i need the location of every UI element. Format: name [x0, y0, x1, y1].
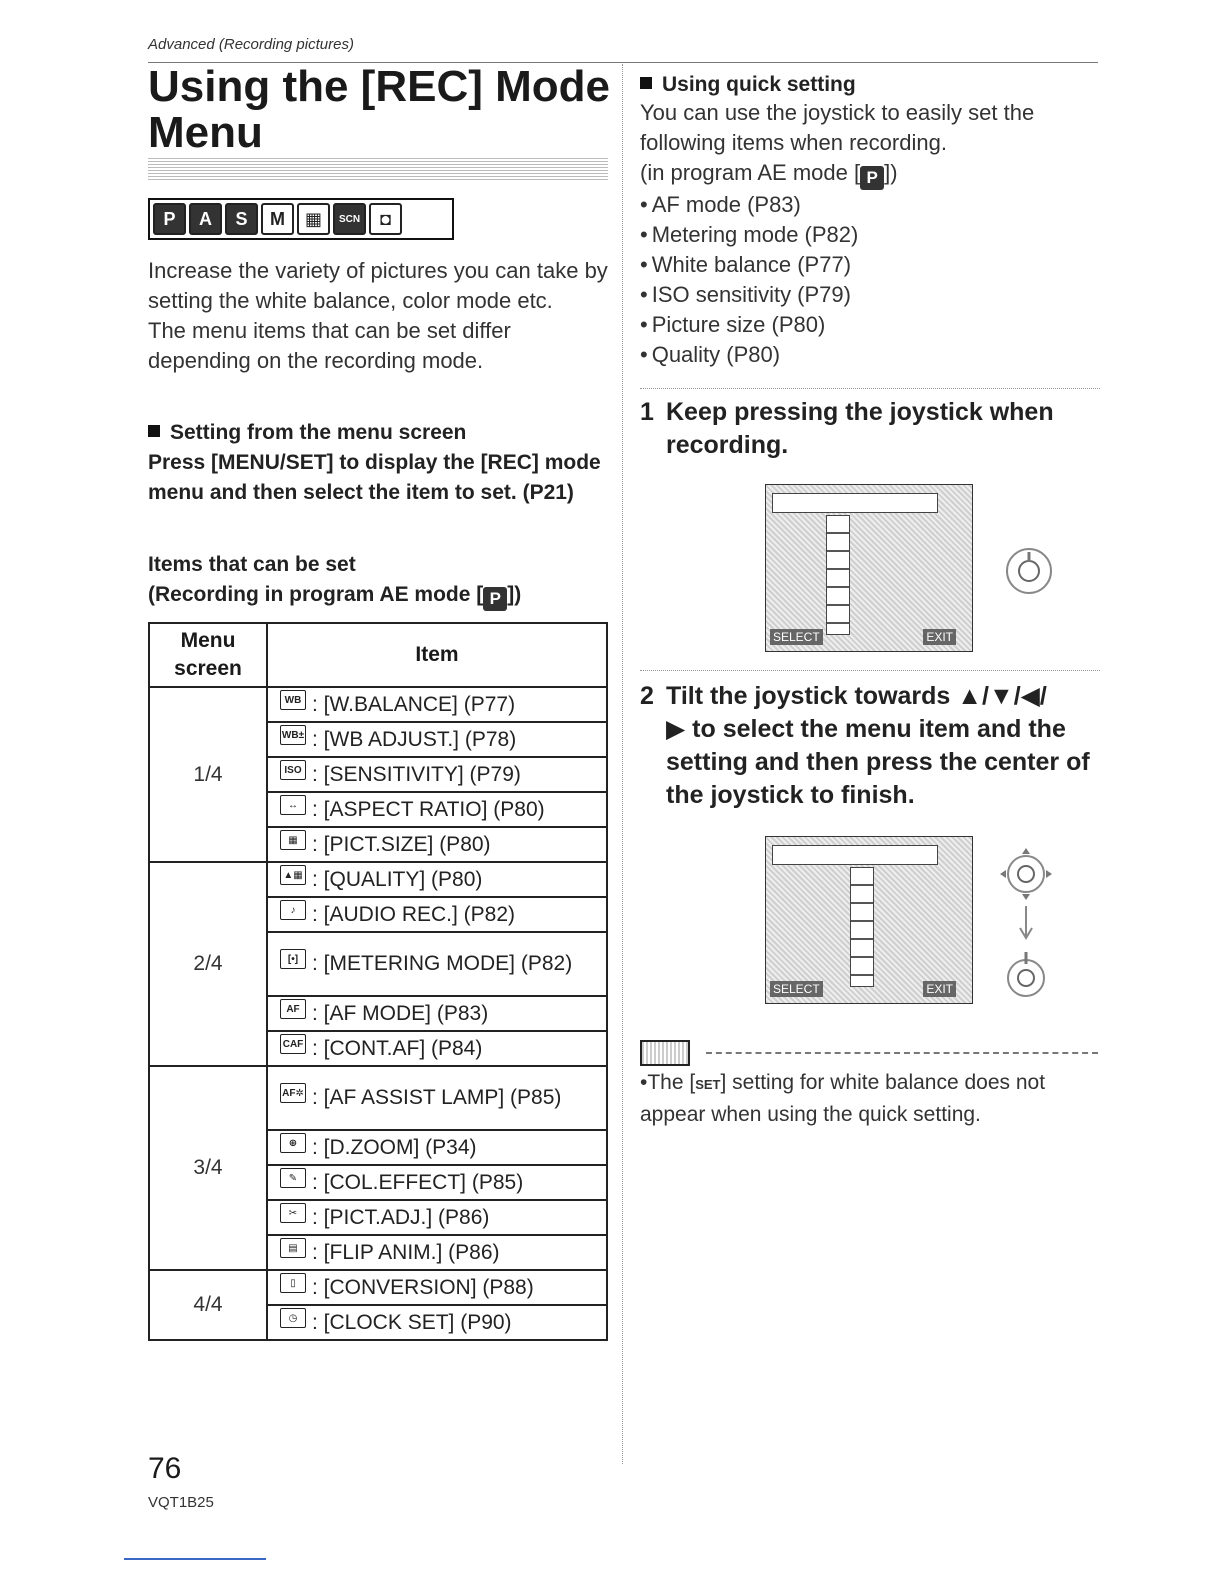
bullet-square-icon	[148, 425, 160, 437]
manual-exposure-mode-icon: M	[261, 203, 294, 235]
items-heading-line2-post: ])	[507, 583, 522, 606]
list-item: • AF mode (P83)	[640, 190, 1100, 220]
note-text-pre: The [	[647, 1071, 696, 1094]
menu-item-label: : [AUDIO REC.] (P82)	[312, 902, 516, 926]
menu-item-label: : [QUALITY] (P80)	[312, 867, 483, 891]
menu-item	[280, 1034, 606, 1064]
table-row	[149, 1066, 607, 1130]
camera-screen-image-1	[765, 484, 973, 652]
motion-picture-mode-icon: ▦	[297, 203, 330, 235]
table-row	[149, 862, 607, 897]
step-2	[640, 680, 1100, 812]
program-ae-icon: P	[483, 587, 507, 611]
bullet-square-icon	[640, 77, 652, 89]
aperture-priority-mode-icon: A	[189, 203, 222, 235]
menu-item	[280, 999, 606, 1029]
step-1-number: 1	[640, 398, 654, 426]
menu-item	[280, 1083, 606, 1113]
screen-top-menu-bar	[772, 845, 938, 865]
quick-setting-mode-note-pre: (in program AE mode [	[640, 160, 861, 185]
menu-item-icon: AF	[280, 999, 306, 1019]
menu-item	[280, 865, 606, 895]
menu-item	[280, 1203, 606, 1233]
menu-item-cell	[267, 1130, 607, 1165]
quick-setting-list	[640, 190, 1100, 370]
menu-item-label: : [AF ASSIST LAMP] (P85)	[312, 1086, 562, 1109]
column-divider	[622, 64, 623, 1464]
note-text-post: ] setting for white balance does not appear when using the quick setting.	[640, 1071, 1046, 1126]
menu-item	[280, 725, 606, 755]
menu-item-cell	[267, 792, 607, 827]
joystick-press-icon	[1006, 548, 1052, 594]
step-2-line1: Tilt the joystick towards ▲/▼/◀/	[666, 682, 1047, 710]
menu-item	[280, 1308, 606, 1338]
menu-item-cell	[267, 827, 607, 862]
menu-item-cell	[267, 1165, 607, 1200]
menu-item-icon: AF✲	[280, 1083, 306, 1103]
available-modes-strip	[148, 198, 454, 240]
section-divider	[640, 388, 1100, 389]
joystick-tilt-and-press-icon	[996, 846, 1056, 1006]
note-bullet: •	[640, 1071, 648, 1094]
menu-item-icon: ↔	[280, 795, 306, 815]
menu-item-cell	[267, 1305, 607, 1340]
menu-item-label: : [ASPECT RATIO] (P80)	[312, 797, 545, 821]
intro-paragraph-2: The menu items that can be set differ depending on the recording mode.	[148, 318, 511, 373]
screen-select-label: SELECT	[770, 981, 823, 997]
list-item: • Metering mode (P82)	[640, 220, 1100, 250]
items-heading-line2-pre: (Recording in program AE mode [	[148, 583, 484, 606]
bottom-accent-line	[124, 1558, 266, 1560]
menu-item-cell	[267, 932, 607, 996]
table-row	[149, 687, 607, 722]
note-icon	[640, 1040, 690, 1066]
screen-select-label: SELECT	[770, 629, 823, 645]
model-code: VQT1B25	[148, 1494, 214, 1511]
camera-screen-image-2	[765, 836, 973, 1004]
menu-item	[280, 1133, 606, 1163]
menu-item	[280, 795, 606, 825]
list-item: • ISO sensitivity (P79)	[640, 280, 1100, 310]
step-1-line1: Keep pressing the joystick when	[666, 398, 1054, 426]
menu-item-icon: WB±	[280, 725, 306, 745]
menu-item-label: : [COL.EFFECT] (P85)	[312, 1170, 524, 1194]
menu-item-label: : [PICT.SIZE] (P80)	[312, 832, 491, 856]
menu-screen-heading-text: Setting from the menu screen	[170, 421, 467, 444]
menu-screen-heading	[148, 418, 608, 448]
screen-exit-label: EXIT	[923, 629, 956, 645]
menu-item	[280, 900, 606, 930]
menu-item-icon: ISO	[280, 760, 306, 780]
scene-mode-icon: SCN	[333, 203, 366, 235]
menu-item-cell	[267, 722, 607, 757]
list-item: • Quality (P80)	[640, 340, 1100, 370]
menu-item	[280, 1273, 606, 1303]
page-title-line2: Menu	[148, 108, 263, 157]
menu-item-icon: ▤	[280, 1238, 306, 1258]
title-underline	[148, 158, 608, 180]
menu-item	[280, 949, 606, 979]
step-1	[640, 396, 1100, 462]
menu-item-icon: CAF	[280, 1034, 306, 1054]
menu-screen-page: 1/4	[149, 687, 267, 862]
menu-item-label: : [CONT.AF] (P84)	[312, 1036, 483, 1060]
page-title-line1: Using the [REC] Mode	[148, 62, 610, 111]
items-heading-line1: Items that can be set	[148, 553, 356, 576]
intro-paragraph-1: Increase the variety of pictures you can take by setting the white balance, color mode etc.	[148, 258, 608, 313]
menu-item-label: : [FLIP ANIM.] (P86)	[312, 1240, 500, 1264]
menu-item-cell	[267, 687, 607, 722]
quick-setting-heading	[640, 70, 1100, 100]
menu-item-icon: ◷	[280, 1308, 306, 1328]
menu-item-label: : [W.BALANCE] (P77)	[312, 692, 516, 716]
program-ae-icon: P	[860, 166, 884, 190]
menu-item-icon: [•]	[280, 949, 306, 969]
step-2-number: 2	[640, 682, 654, 710]
quick-setting-heading-text: Using quick setting	[662, 73, 856, 96]
table-row	[149, 1270, 607, 1305]
program-ae-mode-icon: P	[153, 203, 186, 235]
menu-item-cell	[267, 1066, 607, 1130]
items-heading	[148, 550, 608, 611]
step-1-line2: recording.	[666, 431, 789, 459]
menu-screen-page: 2/4	[149, 862, 267, 1066]
step-2-line2: ▶ to select the menu item and the setting and then press the center of the joystick to finish.	[666, 715, 1090, 809]
menu-item-icon: ▯	[280, 1273, 306, 1293]
menu-item-label: : [SENSITIVITY] (P79)	[312, 762, 521, 786]
page-title	[148, 64, 618, 156]
menu-screen-page: 3/4	[149, 1066, 267, 1270]
menu-item	[280, 830, 606, 860]
menu-screen-instruction: Press [MENU/SET] to display the [REC] mode menu and then select the item to set. (P21)	[148, 451, 601, 504]
menu-item-icon: ♪	[280, 900, 306, 920]
quick-setting-mode-note	[640, 158, 1100, 190]
menu-item-icon: WB	[280, 690, 306, 710]
table-header-menu-screen	[149, 623, 267, 687]
menu-item-label: : [WB ADJUST.] (P78)	[312, 727, 517, 751]
menu-item	[280, 1238, 606, 1268]
note-text	[640, 1068, 1080, 1130]
menu-item-icon: ▦	[280, 830, 306, 850]
screen-top-menu-bar	[772, 493, 938, 513]
menu-item-cell	[267, 757, 607, 792]
menu-item-label: : [PICT.ADJ.] (P86)	[312, 1205, 490, 1229]
section-label: Advanced (Recording pictures)	[148, 36, 354, 53]
joystick-direction-icon	[996, 846, 1056, 1006]
table-header-item: Item	[267, 623, 607, 687]
menu-item-icon: ✎	[280, 1168, 306, 1188]
rec-menu-table	[148, 622, 608, 1341]
table-header-row	[149, 623, 607, 687]
menu-item-cell	[267, 897, 607, 932]
menu-item-cell	[267, 1031, 607, 1066]
quick-setting-mode-note-post: ])	[884, 160, 898, 185]
quick-setting-description: You can use the joystick to easily set the following items when recording.	[640, 100, 1035, 155]
menu-item-cell	[267, 1270, 607, 1305]
menu-item-icon: ⊕	[280, 1133, 306, 1153]
table-header-menu-screen-line1: Menu	[180, 629, 236, 652]
menu-screen-page: 4/4	[149, 1270, 267, 1340]
menu-item	[280, 690, 606, 720]
list-item: • Picture size (P80)	[640, 310, 1100, 340]
list-item: • White balance (P77)	[640, 250, 1100, 280]
screen-menu-column	[826, 515, 850, 635]
menu-item-cell	[267, 1200, 607, 1235]
menu-item-label: : [METERING MODE] (P82)	[312, 952, 573, 975]
menu-item-icon: ✂	[280, 1203, 306, 1223]
menu-item-label: : [CONVERSION] (P88)	[312, 1275, 534, 1299]
section-divider	[640, 670, 1100, 671]
screen-exit-label: EXIT	[923, 981, 956, 997]
note-dashed-rule	[706, 1052, 1098, 1054]
table-header-menu-screen-line2: screen	[174, 657, 242, 680]
menu-item-label: : [CLOCK SET] (P90)	[312, 1310, 512, 1334]
menu-item-cell	[267, 862, 607, 897]
menu-item	[280, 760, 606, 790]
menu-item-label: : [D.ZOOM] (P34)	[312, 1135, 477, 1159]
menu-item-icon: ▲▦	[280, 865, 306, 885]
quick-setting-body	[640, 98, 1100, 370]
shutter-priority-mode-icon: S	[225, 203, 258, 235]
white-balance-set-icon: SET	[695, 1077, 721, 1092]
menu-item-cell	[267, 996, 607, 1031]
menu-item	[280, 1168, 606, 1198]
menu-item-label: : [AF MODE] (P83)	[312, 1001, 489, 1025]
menu-item-cell	[267, 1235, 607, 1270]
simple-mode-icon: ◘	[369, 203, 402, 235]
screen-menu-column	[850, 867, 874, 987]
joystick-center-icon	[1008, 550, 1050, 592]
intro-text	[148, 256, 608, 376]
page-number: 76	[148, 1452, 182, 1485]
